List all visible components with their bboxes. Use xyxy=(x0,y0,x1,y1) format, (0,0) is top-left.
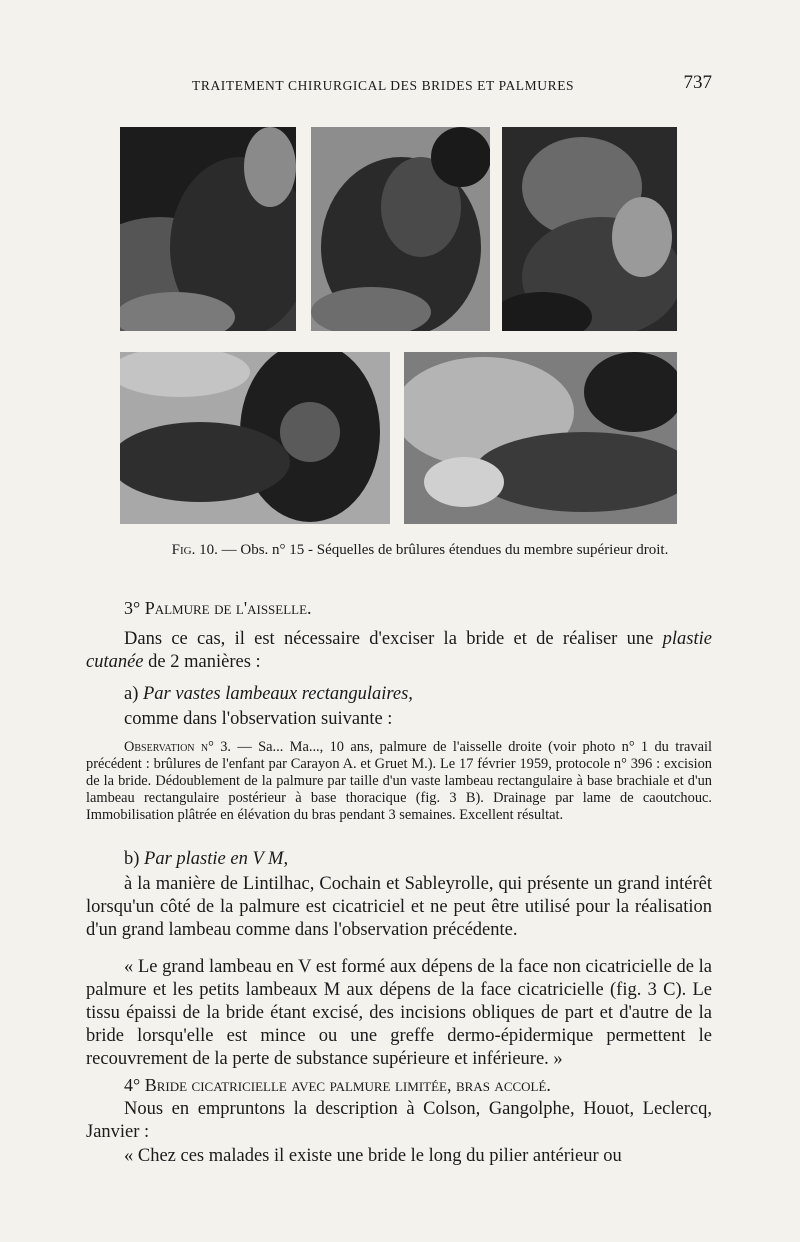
quote-text: « Le grand lambeau en V est formé aux dépens de la face non cicatricielle de la palmure et les petits lambeaux M aux dépens de la face cicatricielle (fig. 3 C). Le tissu épaissi de la bride étant excisé, des incisions obliques de part et d'autre de la bride lorsqu'elle est mince ou une greffe dermo-épidermique permettent le recouvrement de la perte de substance supérieure et inférieure. » xyxy=(86,957,712,1069)
option-a-prefix: a) xyxy=(124,684,143,704)
intro-text-end: de 2 manières : xyxy=(143,652,261,672)
section-3-heading: 3° Palmure de l'aisselle. xyxy=(124,598,312,618)
figure-photo-4 xyxy=(120,352,390,524)
page-header xyxy=(120,74,712,98)
intro-text-start: Dans ce cas, il est nécessaire d'exciser la bride et de réaliser une xyxy=(124,629,663,649)
observation-label: Observation n° 3. xyxy=(124,739,232,755)
option-a-title: Par vastes lambeaux rectangulaires, xyxy=(143,684,413,704)
section-3-intro xyxy=(86,628,712,674)
page-number: 737 xyxy=(683,72,712,93)
running-title: TRAITEMENT CHIRURGICAL DES BRIDES ET PALMURES xyxy=(192,78,575,93)
section-4-heading: 4° Bride cicatricielle avec palmure limitée, bras accolé. xyxy=(124,1075,551,1095)
figure-caption-label: Fig. 10. xyxy=(171,542,218,558)
option-a xyxy=(124,684,413,705)
figure-caption xyxy=(120,542,720,559)
observation-text: — Sa... Ma..., 10 ans, palmure de l'aisselle droite (voir photo n° 1 du travail précédent : brûlures de l'enfant par Carayon A. et Gruet M.). Le 17 février 1959, protocole n° 396 : excision de la bride. Dédoublement de la palmure par taille d'un vaste lambeau rectangulaire à base brachiale et d'un lambeau rectangulaire postérieur à base thoracique (fig. 3 B). Drainage par lame de caoutchouc. Immobilisation plâtrée en élévation du bras pendant 3 semaines. Excellent résultat. xyxy=(86,739,712,823)
option-b-text-block xyxy=(86,873,712,942)
option-b-prefix: b) xyxy=(124,849,145,869)
section-4-quote-start: « Chez ces malades il existe une bride le long du pilier antérieur ou xyxy=(124,1146,622,1166)
figure-photo-1 xyxy=(120,127,296,331)
figure-caption-text: — Obs. n° 15 - Séquelles de brûlures étendues du membre supérieur droit. xyxy=(217,542,669,558)
option-b-title: Par plastie en V M, xyxy=(144,849,289,869)
section-4-intro: Nous en empruntons la description à Colson, Gangolphe, Houot, Leclercq, Janvier : xyxy=(86,1099,712,1142)
option-b-text: à la manière de Lintilhac, Cochain et Sableyrolle, qui présente un grand intérêt lorsqu'un côté de la palmure est cicatriciel et ne peut être utilisé pour la réalisation d'un grand lambeau comme dans l'observation précédente. xyxy=(86,874,712,940)
section-4-quote-block xyxy=(86,1145,712,1168)
option-b xyxy=(124,849,288,870)
figure-photo-5 xyxy=(404,352,677,524)
observation-3 xyxy=(86,739,712,824)
option-a-follow: comme dans l'observation suivante : xyxy=(124,709,393,729)
quote-block xyxy=(86,956,712,1071)
intro-emphasis: plastie cutanée xyxy=(86,629,712,672)
figure-photo-2 xyxy=(311,127,490,331)
figure-photo-3 xyxy=(502,127,677,331)
section-4-intro-block xyxy=(86,1098,712,1144)
